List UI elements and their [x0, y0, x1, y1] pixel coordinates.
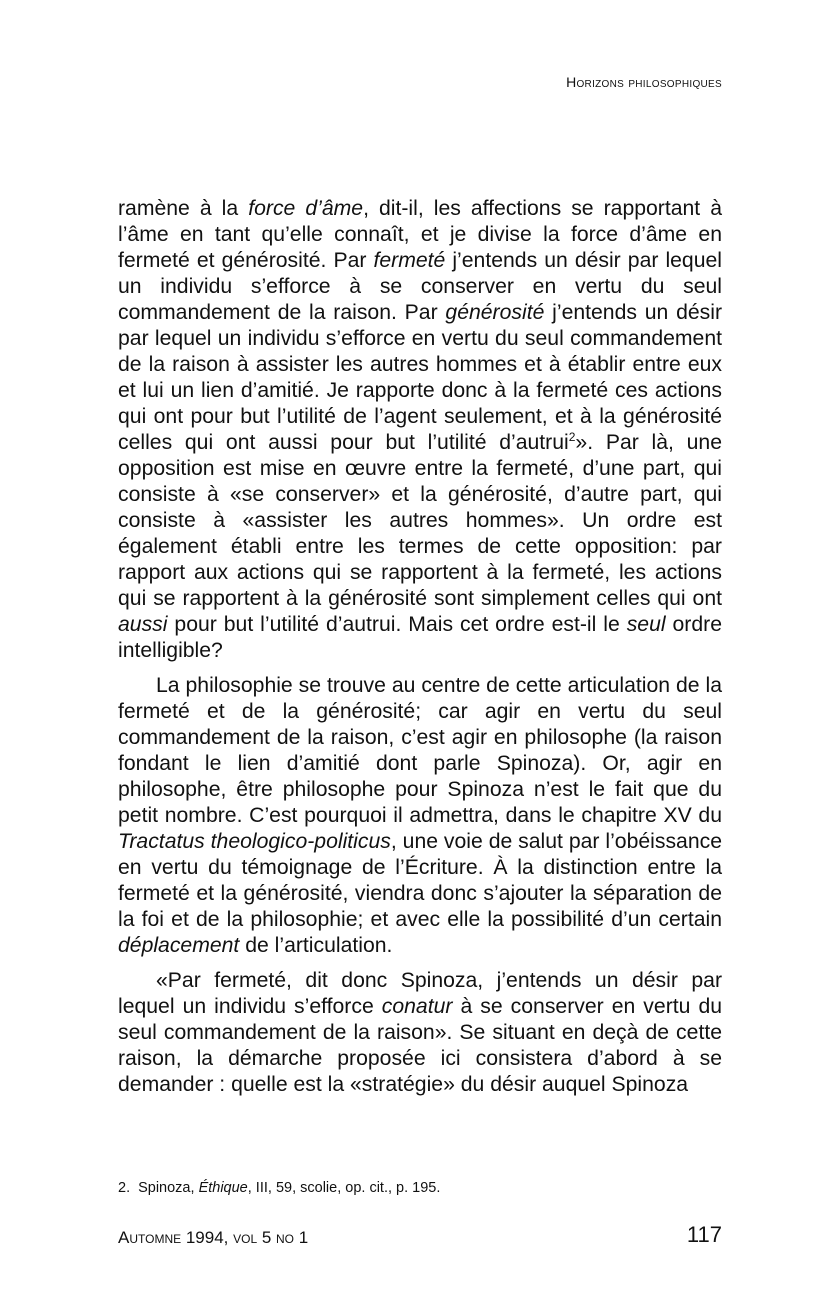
italic-text: seul — [626, 613, 666, 636]
text-run: , III, 59, scolie, op. cit., p. 195. — [247, 1180, 441, 1196]
italic-text: déplacement — [118, 934, 240, 957]
text-run: , dit-il, les affections se rapportant à l’âme en tant qu’elle connaît, et je divise la force d’âme en fermeté et générosité. Par — [118, 197, 723, 272]
footnote-text — [138, 1180, 440, 1196]
body-text — [118, 196, 722, 1107]
footnote-ref: 2 — [568, 429, 576, 444]
footnote-number: 2. — [118, 1180, 131, 1196]
page-number: 117 — [686, 1222, 722, 1247]
paragraph — [118, 673, 722, 959]
italic-text: force d’âme — [248, 197, 364, 220]
paragraph — [118, 196, 722, 664]
running-header: Horizons philosophiques — [566, 74, 722, 90]
text-run: j’entends un désir par lequel un individu s’efforce en vertu du seul commandement de la raison à assister les autres hommes et à établir entre eux et lui un lien d’amitié. Je rapporte donc à la fermeté ces actions qui ont pour but l’utilité de l’agent seulement, et à la générosité celles qui ont aussi pour but l’utilité d’autrui — [118, 301, 723, 454]
text-run: ordre intelligible? — [118, 613, 722, 662]
text-run: à se conserver en vertu du seul commandement de la raison». Se situant en deçà de cette raison, la démarche proposée ici consistera d’abord à se demander : quelle est la «stratégie» du désir auquel Spinoza — [118, 995, 723, 1096]
text-run: ramène à la — [118, 197, 249, 220]
footnote — [118, 1180, 722, 1196]
text-run: pour but l’utilité d’autrui. Mais cet ordre est-il le — [167, 613, 627, 636]
journal-issue: Automne 1994, vol 5 no 1 — [118, 1228, 309, 1247]
paragraph — [118, 968, 722, 1098]
text-run: j’entends un désir par lequel un individu s’efforce à se conserver en vertu du seul commandement de la raison. Par — [118, 249, 722, 324]
italic-text: aussi — [118, 613, 168, 636]
text-run: ». Par là, une opposition est mise en œuvre entre la fermeté, d’une part, qui consiste à «se conserver» et la générosité, d’autre part, qui consiste à «assister les autres hommes». Un ordre est également établi entre les termes de cette opposition: par rapport aux actions qui se rapportent à la fermeté, les actions qui se rapportent à la générosité sont simplement celles qui ont — [118, 431, 722, 610]
italic-text: Éthique — [198, 1180, 248, 1196]
text-run: , une voie de salut par l’obéissance en vertu du témoignage de l’Écriture. À la distinction entre la fermeté et la générosité, viendra donc s’ajouter la séparation de la foi et de la philosophie; et avec elle la possibilité d’un certain — [118, 830, 722, 931]
italic-text: générosité — [445, 301, 545, 324]
text-run: Spinoza, — [138, 1180, 199, 1196]
text-run: La philosophie se trouve au centre de cette articulation de la fermeté et de la générosité; car agir en vertu du seul commandement de la raison, c’est agir en philosophe (la raison fondant le lien d’amitié dont parle Spinoza). Or, agir en philosophe, être philosophe pour Spinoza n’est le fait que du petit nombre. C’est pourquoi il admettra, dans le chapitre XV du — [118, 674, 722, 827]
text-run: de l’articulation. — [239, 934, 393, 957]
italic-text: fermeté — [373, 249, 446, 272]
italic-text: Tractatus theologico-politicus — [118, 830, 391, 853]
text-run: «Par fermeté, dit donc Spinoza, j’entends un désir par lequel un individu s’efforce — [118, 969, 722, 1018]
italic-text: conatur — [381, 995, 453, 1018]
